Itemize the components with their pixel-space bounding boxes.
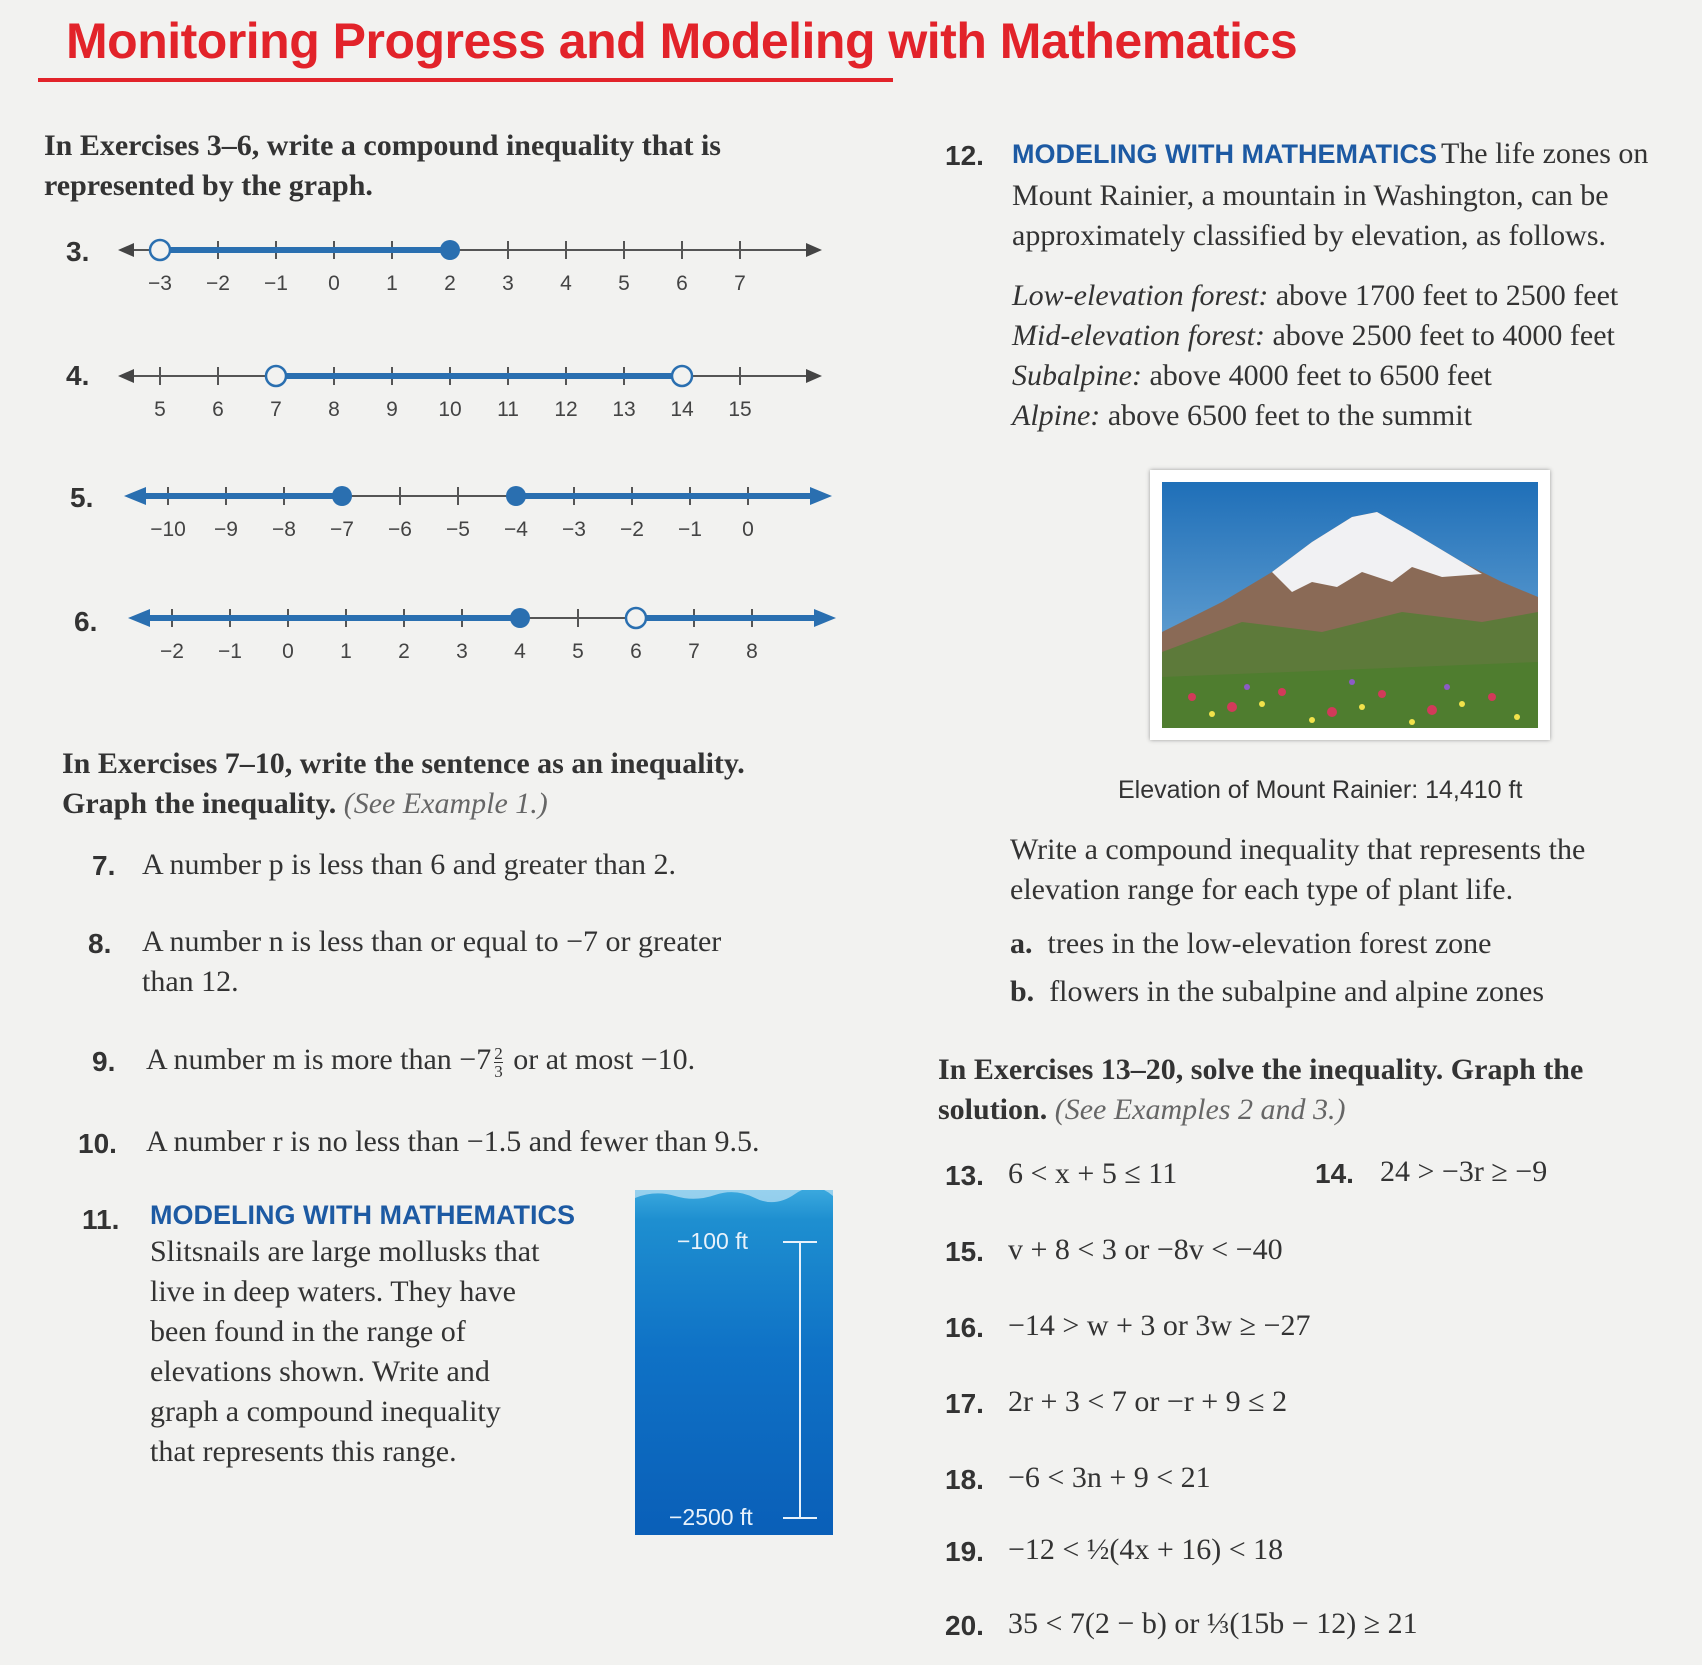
closed-endpoint bbox=[332, 486, 352, 506]
tick-label: 3 bbox=[502, 272, 514, 295]
closed-endpoint bbox=[440, 240, 460, 260]
tick-label: 6 bbox=[630, 640, 642, 663]
tick-label: 6 bbox=[212, 398, 224, 421]
page-title: Monitoring Progress and Modeling with Mathematics bbox=[66, 13, 1298, 69]
exercise-20-text: 35 < 7(2 − b) or ⅓(15b − 12) ≥ 21 bbox=[1008, 1607, 1418, 1640]
exercise-8-text: A number n is less than or equal to −7 or greater than 12. bbox=[142, 925, 722, 998]
tick-label: −5 bbox=[446, 518, 470, 541]
tick-label: 7 bbox=[688, 640, 700, 663]
right-arrow-icon bbox=[806, 243, 822, 257]
exercise-number: 10. bbox=[78, 1128, 117, 1159]
tick-label: 1 bbox=[340, 640, 352, 663]
exercise-number: 7. bbox=[92, 850, 116, 881]
depth-bottom-label: −2500 ft bbox=[669, 1504, 753, 1530]
ocean-depth-diagram bbox=[635, 1190, 833, 1535]
tick-label: 3 bbox=[456, 640, 468, 663]
mount-rainier-photo bbox=[1150, 470, 1550, 740]
exercise-14-text: 24 > −3r ≥ −9 bbox=[1380, 1155, 1548, 1188]
exercise-7-text: A number p is less than 6 and greater than 2. bbox=[142, 848, 677, 881]
tick-label: 14 bbox=[670, 398, 694, 421]
section-intro-3-6: In Exercises 3–6, write a compound inequality that is represented by the graph. bbox=[44, 129, 721, 202]
exercise-number: 18. bbox=[945, 1464, 984, 1495]
photo-caption: Elevation of Mount Rainier: 14,410 ft bbox=[1118, 776, 1523, 804]
exercise-number: 5. bbox=[70, 482, 94, 513]
left-arrow-icon bbox=[118, 243, 134, 257]
exercise-number: 9. bbox=[92, 1046, 116, 1077]
title-underline bbox=[38, 78, 893, 82]
mountain-landscape-illustration bbox=[1162, 482, 1538, 728]
exercise-13-text: 6 < x + 5 ≤ 11 bbox=[1008, 1157, 1178, 1190]
left-arrow-icon bbox=[128, 609, 150, 627]
open-endpoint bbox=[150, 240, 170, 260]
tick-label: 0 bbox=[742, 518, 754, 541]
exercise-number: 17. bbox=[945, 1388, 984, 1419]
tick-label: 5 bbox=[618, 272, 630, 295]
tick-label: −1 bbox=[678, 518, 702, 541]
number-line-graph bbox=[118, 478, 838, 558]
tick-label: 12 bbox=[554, 398, 578, 421]
tick-label: 13 bbox=[612, 398, 636, 421]
tick-label: −10 bbox=[150, 518, 186, 541]
tick-label: −7 bbox=[330, 518, 354, 541]
exercise-15-text: v + 8 < 3 or −8v < −40 bbox=[1008, 1233, 1283, 1266]
exercise-16-text: −14 > w + 3 or 3w ≥ −27 bbox=[1008, 1309, 1311, 1342]
number-line-graph bbox=[122, 600, 842, 680]
tick-label: 7 bbox=[734, 272, 746, 295]
tick-label: −2 bbox=[160, 640, 184, 663]
section-intro-7-10: In Exercises 7–10, write the sentence as an inequality. Graph the inequality. (See Example 1.) bbox=[62, 747, 745, 820]
tick-label: −6 bbox=[388, 518, 412, 541]
exercise-12-intro: MODELING WITH MATHEMATICS The life zones on bbox=[1012, 137, 1649, 170]
tick-label: 9 bbox=[386, 398, 398, 421]
tick-label: 8 bbox=[328, 398, 340, 421]
exercise-number: 19. bbox=[945, 1536, 984, 1567]
tick-label: 5 bbox=[154, 398, 166, 421]
tick-label: 11 bbox=[497, 398, 519, 421]
right-arrow-icon bbox=[814, 609, 836, 627]
tick-label: 2 bbox=[398, 640, 410, 663]
exercise-number: 8. bbox=[88, 928, 112, 959]
tick-label: 15 bbox=[728, 398, 752, 421]
exercise-18-text: −6 < 3n + 9 < 21 bbox=[1008, 1461, 1211, 1494]
tick-label: 0 bbox=[282, 640, 294, 663]
exercise-10-text: A number r is no less than −1.5 and fewer than 9.5. bbox=[146, 1125, 760, 1158]
tick-label: 4 bbox=[560, 272, 572, 295]
right-arrow-icon bbox=[806, 369, 822, 383]
exercise-number: 13. bbox=[945, 1160, 984, 1191]
exercise-number: 20. bbox=[945, 1610, 984, 1641]
exercise-11-text: Slitsnails are large mollusks that live in deep waters. They have been found in the range of elevations shown. Write and graph a compound inequality that represents this range. bbox=[150, 1235, 540, 1468]
exercise-12-part-a: a. trees in the low-elevation forest zone bbox=[1010, 927, 1492, 960]
exercise-9-text: A number m is more than −7 $\frac{2}{3}$ or at most −10. bbox=[146, 1043, 696, 1081]
exercise-11-heading: MODELING WITH MATHEMATICS bbox=[150, 1200, 575, 1230]
tick-label: 4 bbox=[514, 640, 526, 663]
tick-label: −1 bbox=[264, 272, 288, 295]
exercise-12-question: Write a compound inequality that represents the elevation range for each type of plant life. bbox=[1010, 833, 1586, 906]
tick-label: 1 bbox=[386, 272, 398, 295]
depth-top-label: −100 ft bbox=[677, 1228, 748, 1254]
exercise-number: 16. bbox=[945, 1312, 984, 1343]
section-intro-13-20: In Exercises 13–20, solve the inequality. Graph the solution. (See Examples 2 and 3.) bbox=[938, 1053, 1584, 1126]
exercise-number: 12. bbox=[945, 140, 984, 171]
exercise-12-part-b: b. flowers in the subalpine and alpine zones bbox=[1010, 975, 1545, 1008]
right-arrow-icon bbox=[810, 487, 832, 505]
closed-endpoint bbox=[510, 608, 530, 628]
exercise-number: 4. bbox=[66, 360, 90, 391]
tick-label: 8 bbox=[746, 640, 758, 663]
tick-label: 10 bbox=[438, 398, 462, 421]
open-endpoint bbox=[626, 608, 646, 628]
number-line-graph bbox=[110, 358, 830, 438]
exercise-number: 14. bbox=[1315, 1158, 1354, 1189]
tick-label: −4 bbox=[504, 518, 528, 541]
exercise-12-intro-lines: Mount Rainier, a mountain in Washington, can be approximately classified by elevation, as follows. bbox=[1012, 179, 1609, 252]
left-arrow-icon bbox=[124, 487, 146, 505]
closed-endpoint bbox=[506, 486, 526, 506]
tick-label: −3 bbox=[148, 272, 172, 295]
tick-label: 6 bbox=[676, 272, 688, 295]
tick-label: −1 bbox=[218, 640, 242, 663]
number-line-graph bbox=[110, 232, 830, 312]
tick-label: −2 bbox=[620, 518, 644, 541]
left-arrow-icon bbox=[118, 369, 134, 383]
exercise-number: 15. bbox=[945, 1236, 984, 1267]
exercise-17-text: 2r + 3 < 7 or −r + 9 ≤ 2 bbox=[1008, 1385, 1288, 1418]
open-endpoint bbox=[266, 366, 286, 386]
exercise-19-text: −12 < ½(4x + 16) < 18 bbox=[1008, 1533, 1284, 1566]
tick-label: −8 bbox=[272, 518, 296, 541]
tick-label: −2 bbox=[206, 272, 230, 295]
open-endpoint bbox=[672, 366, 692, 386]
tick-label: 7 bbox=[270, 398, 282, 421]
exercise-number: 11. bbox=[82, 1204, 120, 1235]
tick-label: 2 bbox=[444, 272, 456, 295]
tick-label: −3 bbox=[562, 518, 586, 541]
life-zones-list: Low-elevation forest: above 1700 feet to 2500 feet Mid-elevation forest: above 2500 feet to 4000 feet Subalpine: above 4000 feet to 6500 feet Alpine: above 6500 feet to the summit bbox=[1012, 279, 1619, 432]
tick-label: −9 bbox=[214, 518, 238, 541]
exercise-number: 6. bbox=[74, 606, 98, 637]
tick-label: 5 bbox=[572, 640, 584, 663]
exercise-number: 3. bbox=[66, 236, 90, 267]
tick-label: 0 bbox=[328, 272, 340, 295]
